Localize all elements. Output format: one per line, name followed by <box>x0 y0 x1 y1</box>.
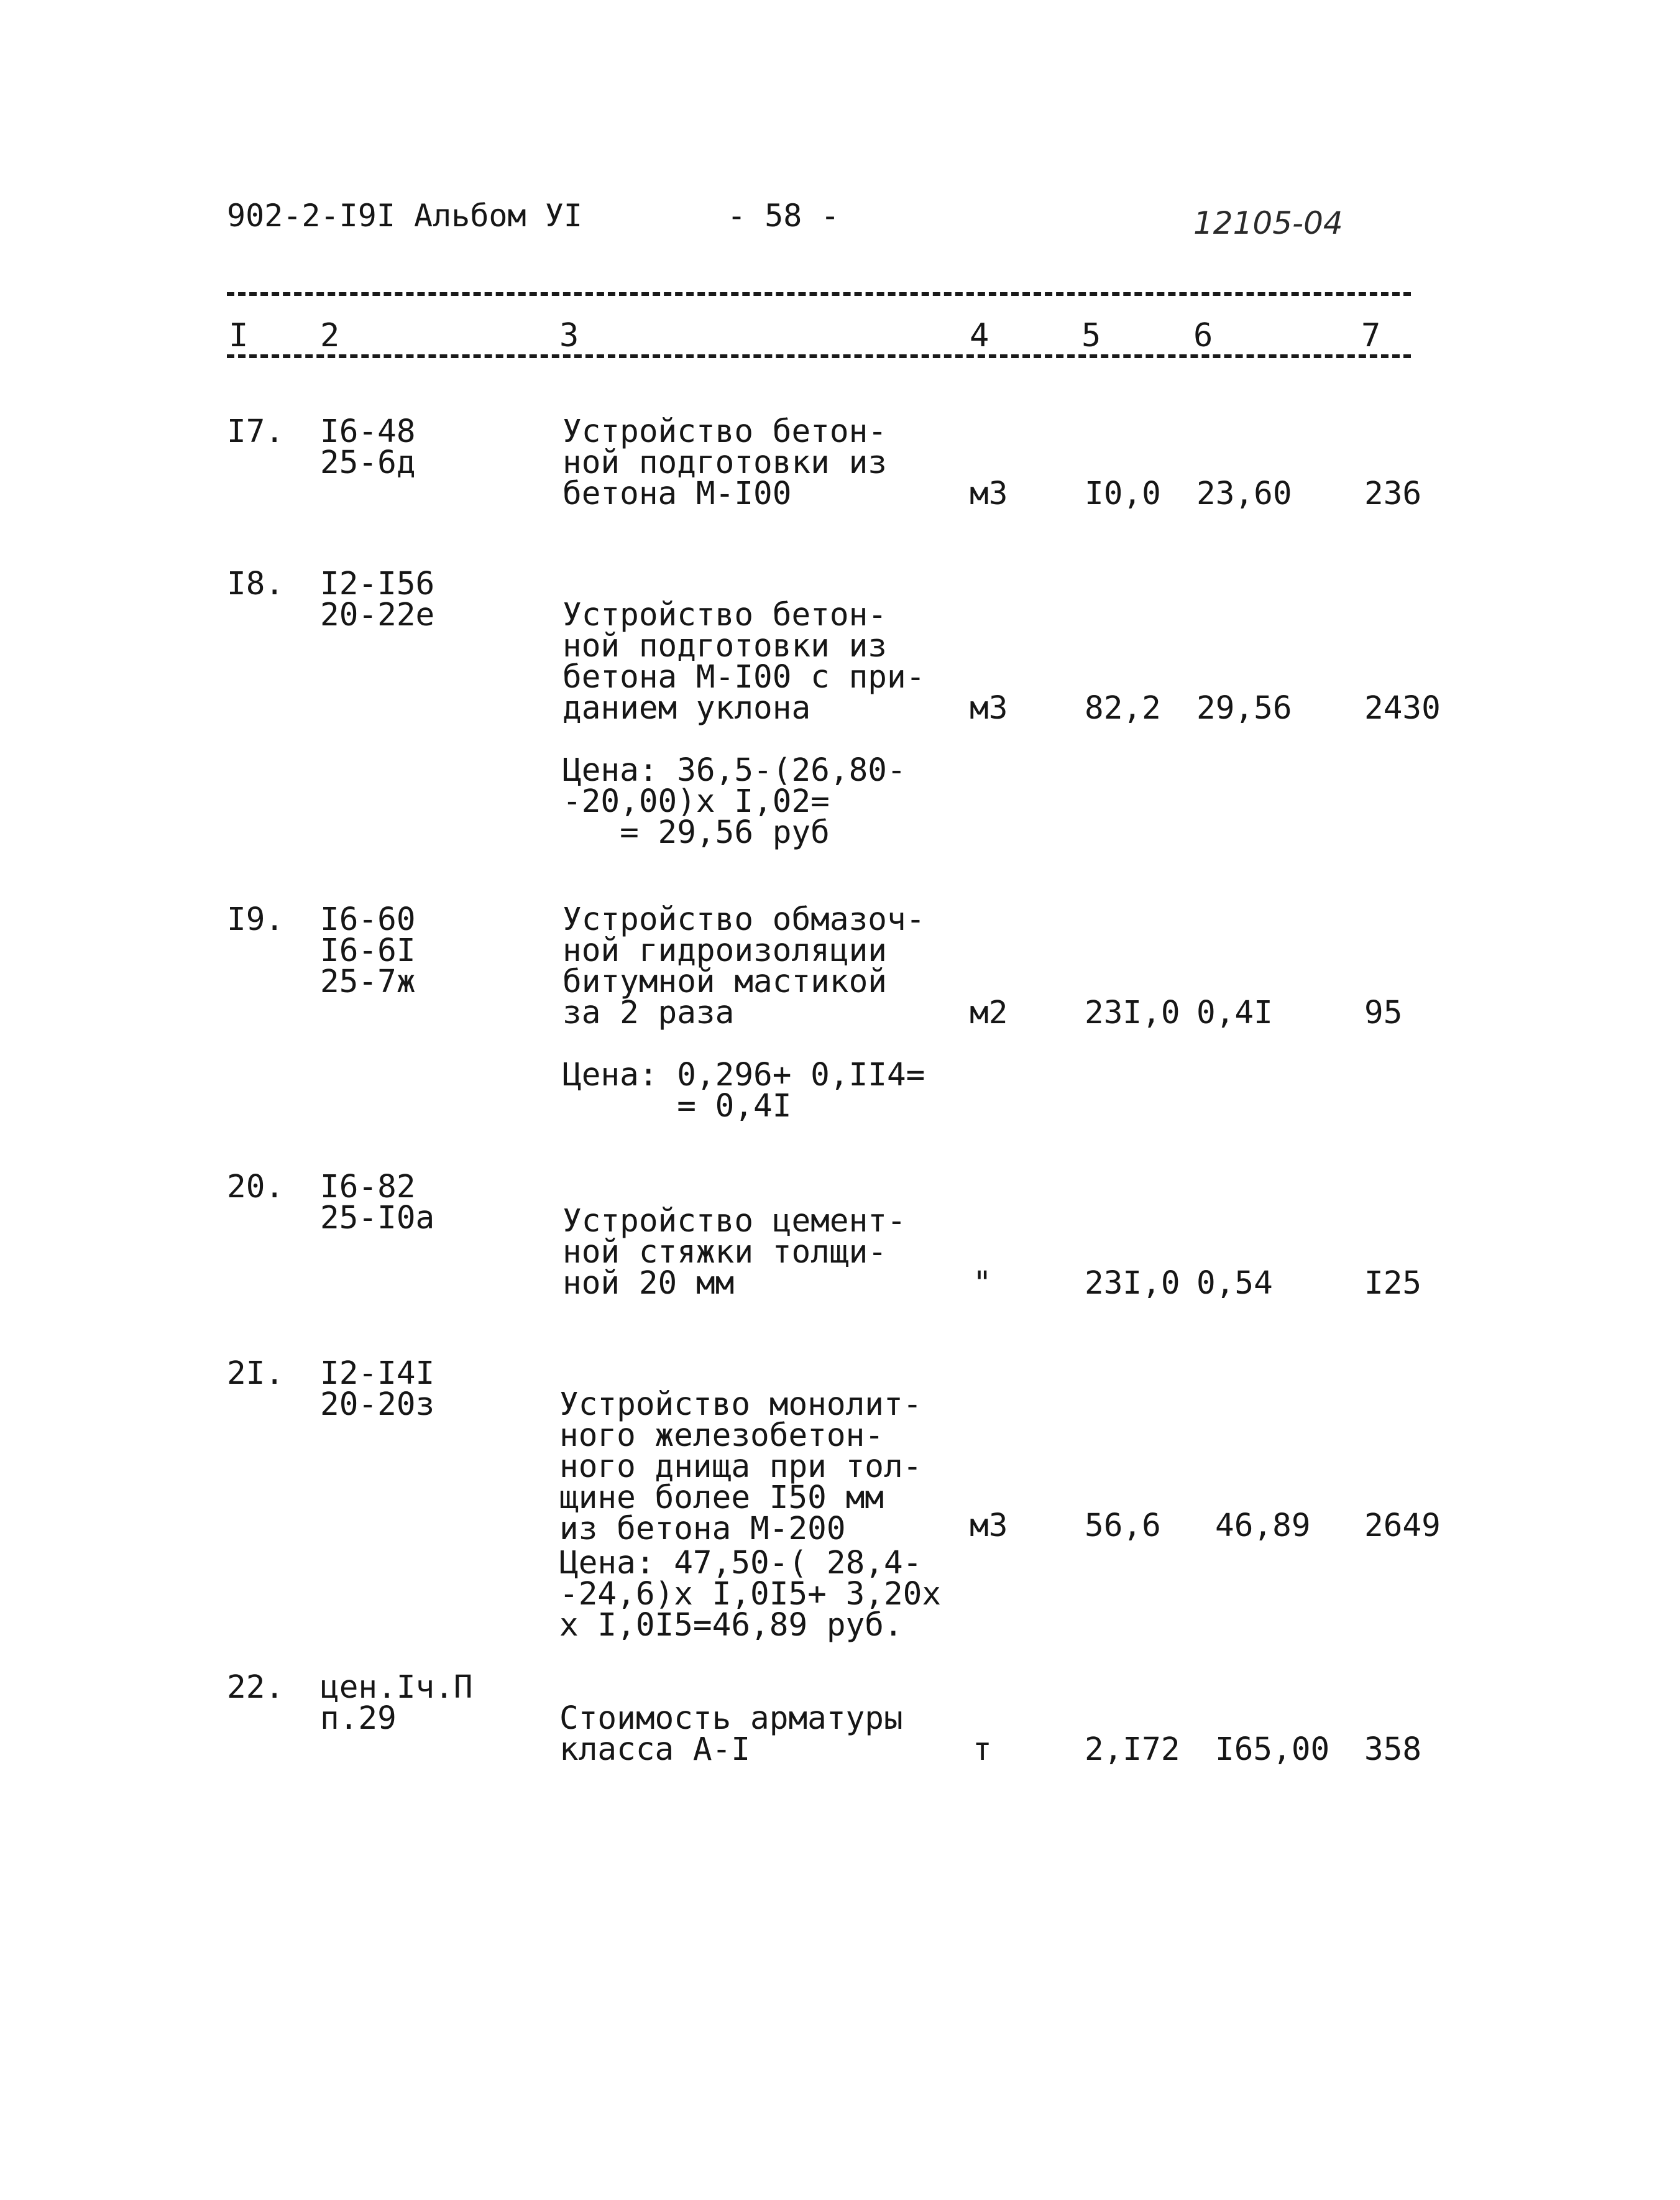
row-price-note: Цена: 36,5-(26,80- -20,00)х I,02= = 29,56 руб <box>562 752 906 851</box>
row-code: I2-I4I 20-20з <box>320 1355 435 1423</box>
row-unit-price: 23,60 <box>1196 476 1292 512</box>
row-number: 22. <box>227 1669 285 1706</box>
column-header-1: I <box>229 317 249 354</box>
handwritten-archive-number: 12105-04 <box>1193 205 1343 241</box>
row-total: 2649 <box>1364 1507 1441 1544</box>
row-quantity: I0,0 <box>1085 476 1161 512</box>
row-quantity: 82,2 <box>1085 690 1161 727</box>
row-unit: м3 <box>970 690 1008 727</box>
row-quantity: 2,I72 <box>1085 1731 1180 1768</box>
row-price-note: Цена: 0,296+ 0,II4= = 0,4I <box>562 1057 925 1125</box>
row-number: 2I. <box>227 1355 285 1392</box>
document-code: 902-2-I9I Альбом УI <box>227 198 582 234</box>
page-number: - 58 - <box>727 198 840 234</box>
row-unit: м3 <box>970 476 1008 512</box>
row-unit: т <box>973 1731 992 1768</box>
top-dashed-rule <box>227 292 1411 296</box>
row-quantity: 23I,0 <box>1085 1265 1180 1302</box>
row-description: Стоимость арматуры класса А-I <box>559 1700 903 1768</box>
row-number: I9. <box>227 901 285 938</box>
row-unit: м2 <box>970 995 1008 1031</box>
row-unit-price: 46,89 <box>1215 1507 1311 1544</box>
column-header-5: 5 <box>1081 317 1101 354</box>
column-header-6: 6 <box>1193 317 1213 354</box>
row-code: I2-I56 20-22е <box>320 566 435 633</box>
column-header-4: 4 <box>970 317 989 354</box>
row-total: 236 <box>1364 476 1422 512</box>
row-number: I7. <box>227 413 285 450</box>
row-code: цен.Iч.П п.29 <box>320 1669 473 1737</box>
row-unit-price: 29,56 <box>1196 690 1292 727</box>
row-unit-price: 0,54 <box>1196 1265 1273 1302</box>
row-total: I25 <box>1364 1265 1422 1302</box>
row-unit: " <box>973 1265 992 1302</box>
row-total: 95 <box>1364 995 1403 1031</box>
row-code: I6-48 25-6д <box>320 413 416 481</box>
row-quantity: 23I,0 <box>1085 995 1180 1031</box>
column-header-3: 3 <box>559 317 579 354</box>
column-header-2: 2 <box>320 317 340 354</box>
row-description: Устройство бетон- ной подготовки из бетона М-I00 с при- данием уклона <box>562 597 925 727</box>
row-code: I6-82 25-I0а <box>320 1169 435 1236</box>
row-description: Устройство монолит- ного железобетон- ного днища при тол- щине более I50 мм из бетона М-200 <box>559 1386 922 1547</box>
row-number: I8. <box>227 566 285 602</box>
row-description: Устройство обмазоч- ной гидроизоляции битумной мастикой за 2 раза <box>562 901 925 1031</box>
row-price-note: Цена: 47,50-( 28,4- -24,6)х I,0I5+ 3,20х х I,0I5=46,89 руб. <box>559 1545 942 1644</box>
column-header-7: 7 <box>1361 317 1381 354</box>
row-unit: м3 <box>970 1507 1008 1544</box>
row-description: Устройство цемент- ной стяжки толщи- ной 20 мм <box>562 1203 906 1302</box>
row-code: I6-60 I6-6I 25-7ж <box>320 901 416 1000</box>
row-unit-price: I65,00 <box>1215 1731 1330 1768</box>
row-total: 358 <box>1364 1731 1422 1768</box>
header-dashed-underline <box>227 354 1411 358</box>
row-description: Устройство бетон- ной подготовки из бетона М-I00 <box>562 413 887 512</box>
row-total: 2430 <box>1364 690 1441 727</box>
row-quantity: 56,6 <box>1085 1507 1161 1544</box>
row-unit-price: 0,4I <box>1196 995 1273 1031</box>
row-number: 20. <box>227 1169 285 1205</box>
